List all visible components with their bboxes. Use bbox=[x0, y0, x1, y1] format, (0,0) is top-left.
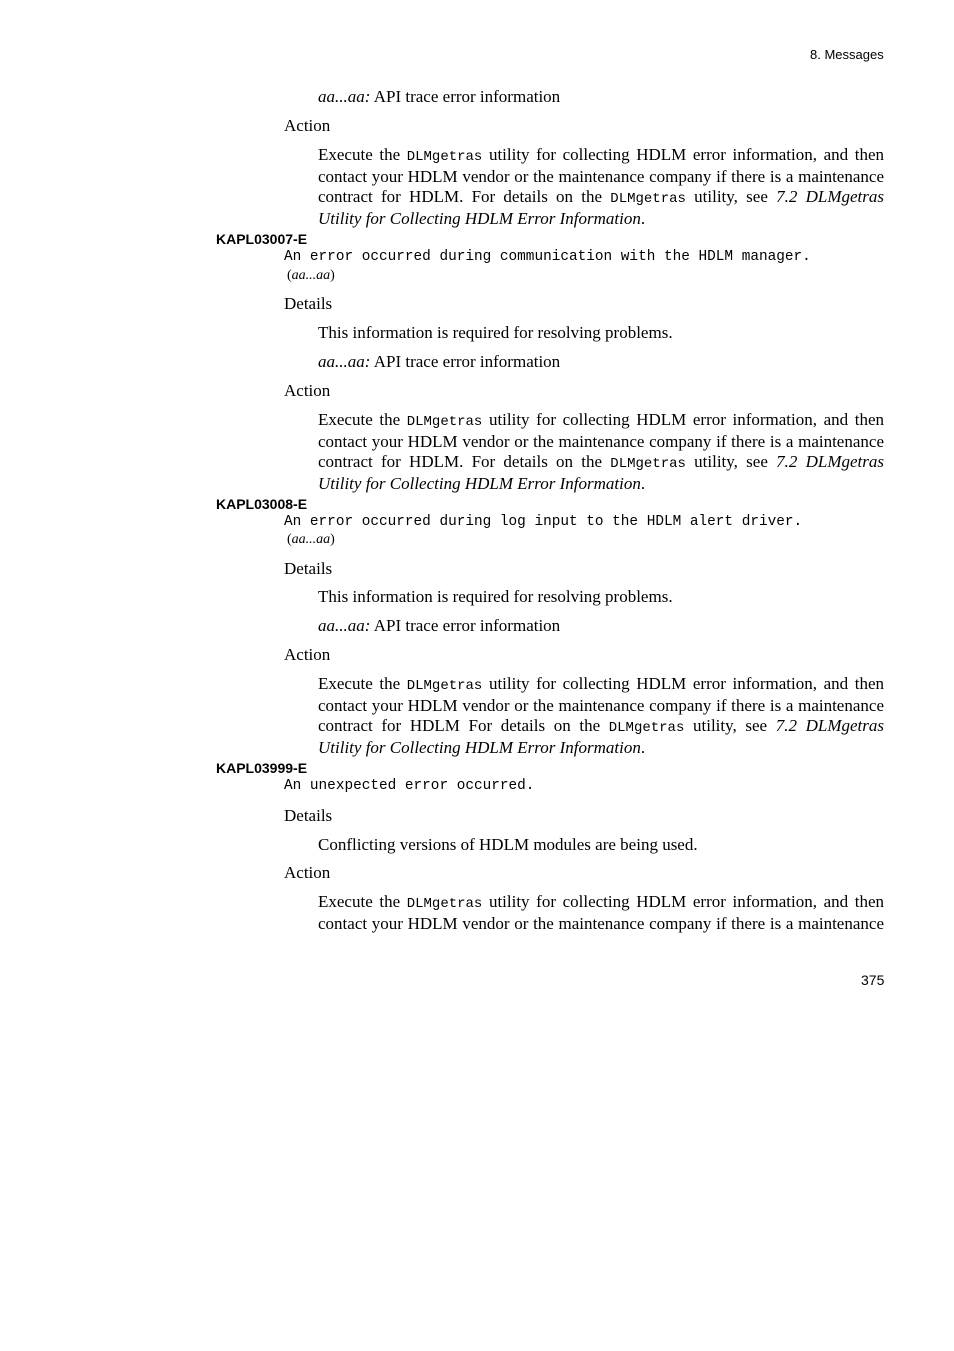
page-number: 375 bbox=[861, 972, 885, 988]
message-id: KAPL03999-E bbox=[216, 760, 308, 776]
details-text: This information is required for resolving problems. bbox=[318, 587, 673, 606]
action-paragraph: Execute the DLMgetras utility for collecting HDLM error information, and then contact your HDLM vendor or the maintenance company if there is a maintenance contract for HDLM. For details on the DLMgetras utility, see 7.2 DLMgetras Utility for Collecting HDLM Error Information. bbox=[318, 145, 885, 229]
details-text: Conflicting versions of HDLM modules are being used. bbox=[318, 835, 698, 854]
details-heading: Details bbox=[284, 559, 333, 578]
message-text: An unexpected error occurred. bbox=[284, 778, 535, 794]
message-text: An error occurred during log input to the HDLM alert driver. bbox=[284, 514, 803, 530]
running-header: 8. Messages bbox=[810, 47, 884, 62]
action-heading: Action bbox=[284, 863, 331, 882]
action-heading: Action bbox=[284, 116, 331, 135]
message-id: KAPL03008-E bbox=[216, 496, 308, 512]
details-text: This information is required for resolving problems. bbox=[318, 323, 673, 342]
aa-variable-line: aa...aa: API trace error information bbox=[318, 352, 561, 371]
action-paragraph: Execute the DLMgetras utility for collecting HDLM error information, and then contact your HDLM vendor or the maintenance company if there is a maintenance bbox=[318, 892, 885, 934]
message-id: KAPL03007-E bbox=[216, 231, 308, 247]
details-heading: Details bbox=[284, 806, 333, 825]
action-heading: Action bbox=[284, 381, 331, 400]
action-paragraph: Execute the DLMgetras utility for collecting HDLM error information, and then contact your HDLM vendor or the maintenance company if there is a maintenance contract for HDLM. For details on the DLMgetras utility, see 7.2 DLMgetras Utility for Collecting HDLM Error Information. bbox=[318, 410, 885, 494]
message-parameter: (aa...aa) bbox=[287, 532, 335, 547]
aa-variable-line: aa...aa: API trace error information bbox=[318, 87, 561, 106]
message-parameter: (aa...aa) bbox=[287, 268, 335, 283]
message-text: An error occurred during communication with the HDLM manager. bbox=[284, 249, 811, 265]
action-heading: Action bbox=[284, 645, 331, 664]
details-heading: Details bbox=[284, 294, 333, 313]
action-paragraph: Execute the DLMgetras utility for collecting HDLM error information, and then contact your HDLM vendor or the maintenance company if there is a maintenance contract for HDLM For details on the DLMgetras utility, see 7.2 DLMgetras Utility for Collecting HDLM Error Information. bbox=[318, 674, 885, 758]
aa-variable-line: aa...aa: API trace error information bbox=[318, 616, 561, 635]
